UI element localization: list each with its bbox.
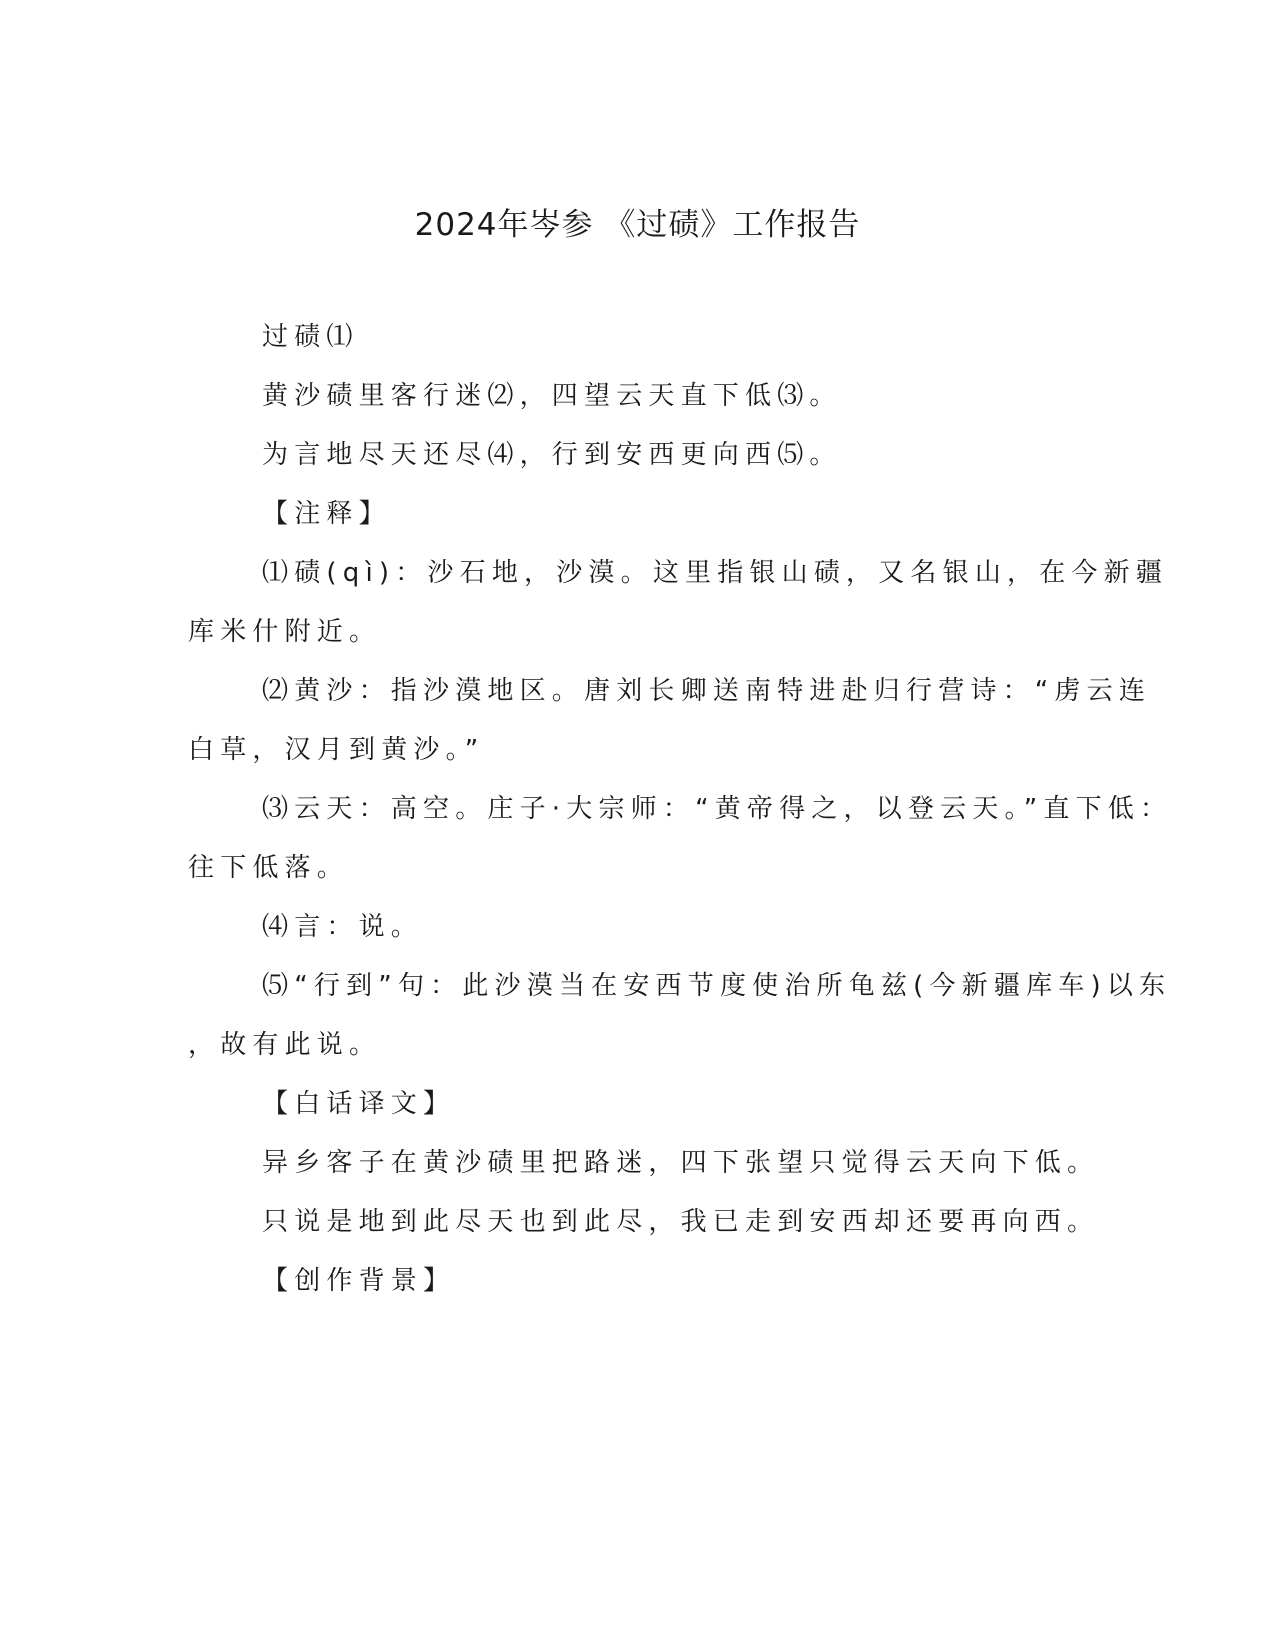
page-title: 2024年岑参 《过碛》工作报告 <box>414 207 861 243</box>
note-1-line-2: 库米什附近。 <box>188 617 382 647</box>
note-5-line-2: ，故有此说。 <box>188 1030 382 1060</box>
note-2-line-2: 白草，汉月到黄沙。” <box>188 735 485 765</box>
translation-line-1: 异乡客子在黄沙碛里把路迷，四下张望只觉得云天向下低。 <box>262 1148 1100 1178</box>
note-5-line-1: ⑸“行到”句：此沙漠当在安西节度使治所龟兹(今新疆库车)以东 <box>262 971 1172 1001</box>
poem-line-1: 黄沙碛里客行迷⑵，四望云天直下低⑶。 <box>262 381 842 411</box>
notes-heading: 【注释】 <box>262 499 391 529</box>
note-3-line-1: ⑶云天：高空。庄子·大宗师：“黄帝得之，以登云天。”直下低： <box>262 794 1173 824</box>
poem-heading: 过碛⑴ <box>262 322 359 352</box>
translation-line-2: 只说是地到此尽天也到此尽，我已走到安西却还要再向西。 <box>262 1207 1100 1237</box>
poem-line-2: 为言地尽天还尽⑷，行到安西更向西⑸。 <box>262 440 842 470</box>
note-3-line-2: 往下低落。 <box>188 853 350 883</box>
background-heading: 【创作背景】 <box>262 1266 456 1296</box>
translation-heading: 【白话译文】 <box>262 1089 456 1119</box>
note-1-line-1: ⑴碛(qì)：沙石地，沙漠。这里指银山碛，又名银山，在今新疆 <box>262 558 1169 588</box>
note-2-line-1: ⑵黄沙：指沙漠地区。唐刘长卿送南特进赴归行营诗：“虏云连 <box>262 676 1152 706</box>
note-4: ⑷言：说。 <box>262 912 424 942</box>
